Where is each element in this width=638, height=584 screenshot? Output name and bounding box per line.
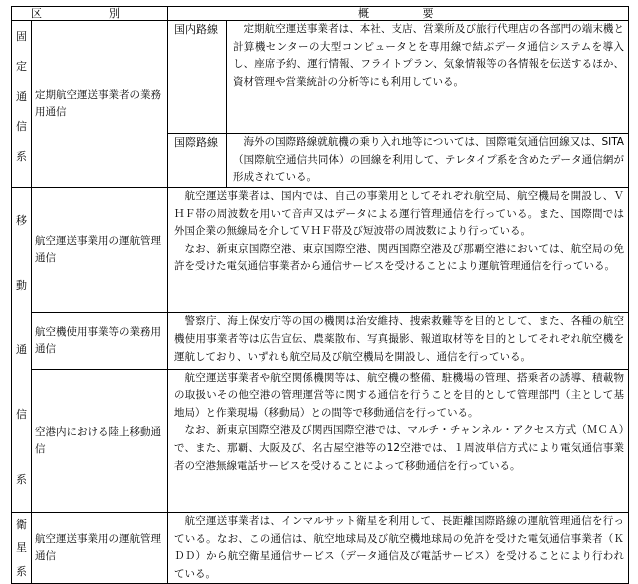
category-fixed-char: 固 [16, 29, 27, 43]
header-classification: 区 別 [12, 7, 168, 21]
category-satellite [12, 513, 32, 584]
mobile-aircraft-use-row [12, 313, 629, 369]
desc-satellite-ops-p1: 航空運送事業者は、インマルサット衛星を利用して、長距離国際路線の運航管理通信を行っている。なお、この通信は、航空地球局及び航空機地球局の免許を受けた電気通信事業者（ＫＤＤ）から航空衛星通信サービス（データ通信及び電話サービス）を受けることにより行われている。 [174, 515, 624, 580]
category-mobile-char: 信 [16, 408, 27, 422]
route-international-label: 国際路線 [168, 134, 227, 188]
category-mobile-char: 動 [16, 278, 27, 292]
aviation-communications-table [11, 6, 629, 584]
sub-category-satellite-ops: 航空運送事業用の運航管理通信 [32, 513, 168, 584]
category-mobile-char: 移 [16, 213, 27, 227]
category-mobile [12, 188, 32, 513]
sub-category-ops-management: 航空運送事業用の運航管理通信 [32, 188, 168, 313]
category-mobile-char: 系 [16, 473, 27, 487]
header-overview [168, 7, 629, 21]
category-satellite-char: 系 [16, 564, 27, 578]
category-fixed-char: 定 [16, 59, 27, 73]
sub-category-aircraft-use: 航空機使用事業等の業務用通信 [32, 313, 168, 369]
fixed-domestic-row [12, 21, 629, 134]
category-fixed [12, 21, 32, 188]
desc-aircraft-use [168, 313, 629, 369]
header-overview-left: 概 [358, 7, 369, 20]
desc-aircraft-use-p1: 警察庁、海上保安庁等の国の機関は治安維持、捜索救難等を目的として、また、各種の航空機使用事業者等は広告宣伝、農薬散布、写真撮影、報道取材等を目的としてそれぞれ航空機を運航しており、いずれも航空局及び航空機局を開設し、通信を行っている。 [174, 315, 624, 363]
mobile-ops-row [12, 188, 629, 313]
header-row [12, 7, 629, 21]
desc-domestic-text: 定期航空運送事業者は、本社、支店、営業所及び旅行代理店の各部門の端末機と計算機センターの大型コンピュータとを専用線で結ぶデータ通信システムを導入し、座席予約、運行情報、フライトプラン、気象情報等の各情報を伝送するほか、資材管理や営業統計の分析等にも利用している。 [233, 23, 624, 88]
category-satellite-char: 星 [16, 541, 27, 555]
category-fixed-char: 系 [16, 149, 27, 163]
desc-satellite-ops [168, 513, 629, 584]
desc-airport-land-mobile [168, 369, 629, 512]
category-fixed-char: 信 [16, 119, 27, 133]
desc-airport-land-mobile-p2: なお、新東京国際空港及び関西国際空港では、マルチ・チャンネル・アクセス方式（ＭＣＡ）で、また、那覇、大阪及び、名古屋空港等の12空港では、１周波単信方式により電気通信事業者の空港無線電話サービスを受けることによって移動通信を行っている。 [174, 424, 624, 472]
sub-category-airport-land-mobile: 空港内における陸上移動通信 [32, 369, 168, 512]
route-domestic-label: 国内路線 [168, 21, 227, 134]
desc-international-text: 海外の国際路線就航機の乗り入れ地等については、国際電気通信回線又は、SITA（国際航空通信共同体）の回線を利用して、テレタイプ系を含めたデータ通信網が形成されている。 [233, 136, 624, 184]
desc-ops-management [168, 188, 629, 313]
category-mobile-char: 通 [16, 343, 27, 357]
desc-ops-management-p1: 航空運送事業者は、国内では、自己の事業用としてそれぞれ航空局、航空機局を開設し、ＶＨＦ帯の周波数を用いて音声又はデータによる運行管理通信を行っている。また、国際間では外国企業の無線局を介してＶＨＦ帯及び短波帯の周波数により行っている。 [174, 190, 624, 238]
desc-domestic [227, 21, 629, 134]
mobile-airport-land-row [12, 369, 629, 512]
category-fixed-char: 通 [16, 89, 27, 103]
header-overview-right: 要 [422, 7, 434, 20]
desc-ops-management-p2: なお、新東京国際空港、東京国際空港、関西国際空港及び那覇空港においては、航空局の免許を受けた電気通信事業者から通信サービスを受けることにより運航管理通信を行っている。 [174, 242, 624, 273]
sub-category-airline-business: 定期航空運送事業者の業務用通信 [32, 21, 168, 188]
category-satellite-char: 衛 [16, 518, 27, 532]
satellite-row [12, 513, 629, 584]
desc-international [227, 134, 629, 188]
desc-airport-land-mobile-p1: 航空運送事業者や航空関係機関等は、航空機の整備、駐機場の管理、搭乗者の誘導、積載物の取扱いその他空港の管理運営等に関する通信を行うことを目的として管理部門（主として基地局）と作業現場（移動局）との間等で移動通信を行っている。 [174, 371, 624, 419]
